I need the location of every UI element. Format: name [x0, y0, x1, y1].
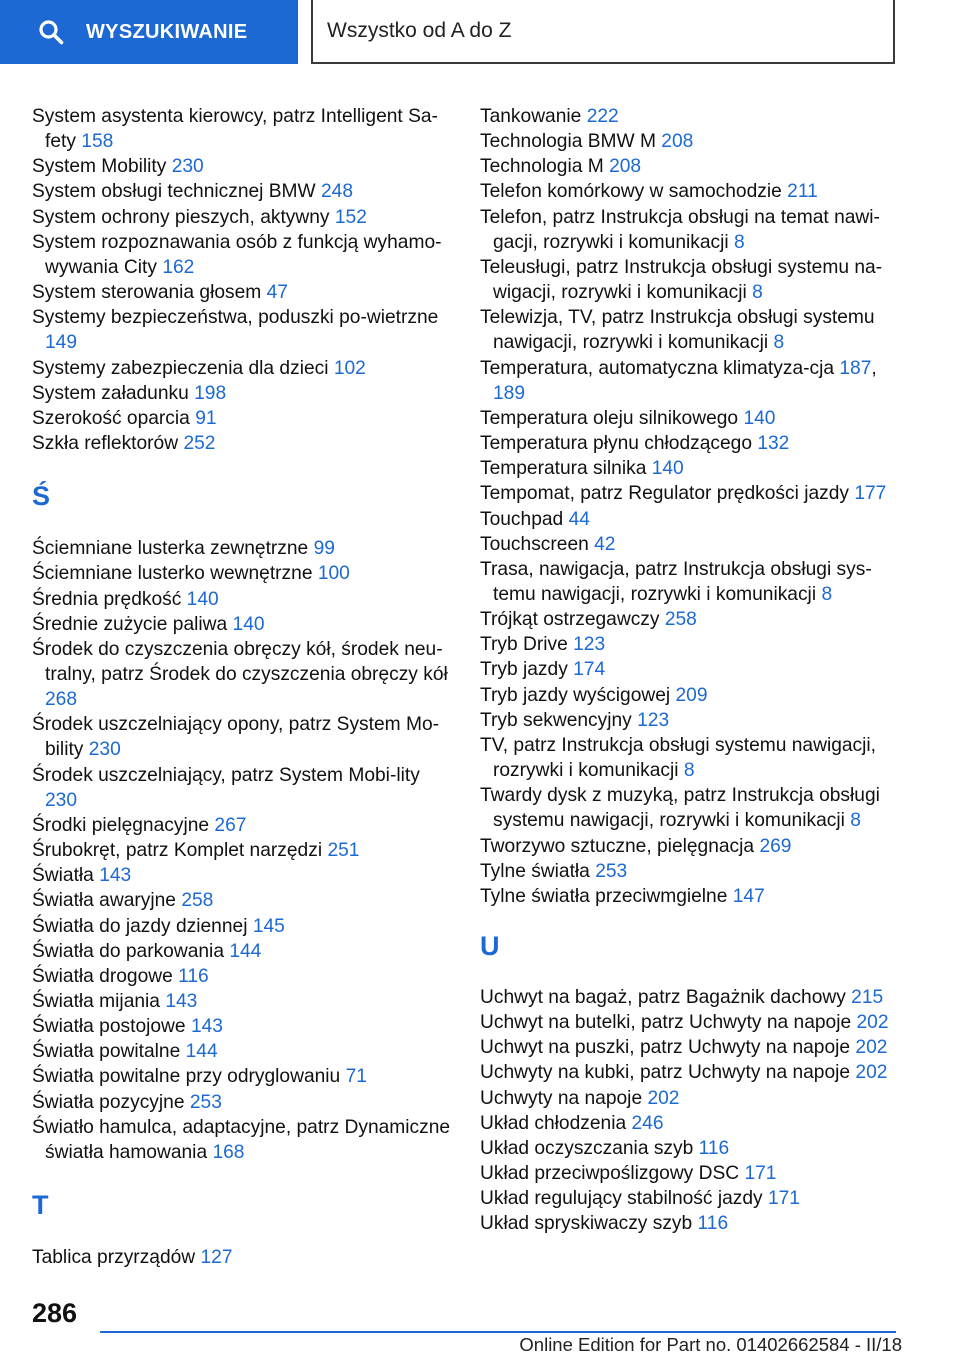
page-reference-link[interactable]: 123 [573, 634, 606, 656]
index-entry-text: Ściemniane lusterko wewnętrzne [32, 563, 313, 585]
page-reference-link[interactable]: 140 [651, 458, 684, 480]
page-reference-link[interactable]: 140 [743, 407, 776, 429]
index-entry-text: System obsługi technicznej BMW [32, 181, 316, 203]
index-entry-text: Światła do jazdy dziennej [32, 915, 248, 937]
page-reference-link[interactable]: 116 [698, 1137, 730, 1159]
index-entry [480, 305, 900, 355]
page-reference-link[interactable]: 208 [609, 156, 642, 178]
index-letter-heading: Ś [32, 481, 51, 512]
page-reference-link[interactable]: 8 [850, 810, 861, 832]
index-entry [32, 863, 452, 888]
index-entry-text: Średnia prędkość [32, 588, 182, 610]
page-reference-link[interactable]: 8 [752, 282, 763, 304]
index-entry [32, 914, 452, 939]
index-entry-text: Tryb sekwencyjny [480, 709, 632, 731]
index-entry-text: Światła powitalne [32, 1041, 181, 1063]
index-entry-text: Światła powitalne przy odryglowaniu [32, 1066, 341, 1088]
index-entry-text: Tempomat, patrz Regulator prędkości jazdy [480, 483, 849, 505]
index-entry [32, 637, 452, 712]
index-entry [480, 406, 900, 431]
index-entry [32, 561, 452, 586]
index-entry-text: Układ oczyszczania szyb [480, 1137, 694, 1159]
index-entry [480, 859, 900, 884]
index-entry [480, 607, 900, 632]
index-entry-text: System sterowania głosem [32, 282, 262, 304]
index-entry [32, 763, 452, 813]
index-entry-text: Układ chłodzenia [480, 1112, 627, 1134]
index-entry [480, 129, 900, 154]
page-reference-link[interactable]: 202 [855, 1062, 888, 1084]
index-entry [480, 657, 900, 682]
page-reference-link[interactable]: 198 [194, 382, 227, 404]
index-entry [480, 834, 900, 859]
index-entry-text: Uchwyty na kubki, patrz Uchwyty na napoje [480, 1062, 851, 1084]
index-entry [32, 612, 452, 637]
index-entry-text: Środek uszczelniający, patrz System Mobi-lity [32, 764, 420, 786]
index-entry [480, 179, 900, 204]
page-reference-link[interactable]: 215 [851, 987, 884, 1008]
index-entry-text: Tylne światła przeciwmgielne [480, 885, 728, 907]
index-entry [480, 884, 900, 909]
page-reference-link[interactable]: 202 [855, 1037, 888, 1059]
index-entry [32, 536, 452, 561]
index-entry-text: Touchpad [480, 508, 564, 530]
index-entry-text: Telewizja, TV, patrz Instrukcja obsługi systemu nawigacji, rozrywki i komunikacji [480, 307, 875, 354]
index-entry-text: Tryb Drive [480, 634, 568, 656]
index-entry [32, 1115, 452, 1165]
index-entry-text: Technologia BMW M [480, 131, 656, 153]
page-reference-link[interactable]: 268 [45, 689, 78, 711]
index-entry [32, 1090, 452, 1115]
index-entry [480, 557, 900, 607]
page-reference-link[interactable]: 99 [313, 538, 335, 560]
page-reference-link[interactable]: 187 [839, 357, 872, 379]
page-reference-link[interactable]: 251 [327, 840, 360, 862]
index-entry [480, 683, 900, 708]
index-entry [480, 481, 900, 506]
index-entry-text: Światła pozycyjne [32, 1091, 185, 1113]
index-entry-text: Tankowanie [480, 106, 582, 127]
index-entry-text: Temperatura silnika [480, 458, 647, 480]
page-reference-link[interactable]: 168 [212, 1141, 245, 1163]
page-reference-link[interactable]: 162 [162, 256, 195, 278]
index-entry-text: Trójkąt ostrzegawczy [480, 609, 660, 631]
page-reference-link[interactable]: 258 [181, 890, 214, 912]
search-button[interactable] [0, 0, 298, 64]
page-reference-link[interactable]: 230 [45, 789, 78, 811]
page-reference-link[interactable]: 116 [697, 1213, 729, 1235]
index-entry [480, 456, 900, 481]
index-entry [480, 632, 900, 657]
page-reference-link[interactable]: 253 [189, 1091, 222, 1113]
index-entry-text: Systemy bezpieczeństwa, poduszki po-wietrzne [32, 307, 439, 329]
page-reference-link[interactable]: 144 [229, 940, 262, 962]
index-letter-heading: T [32, 1190, 49, 1221]
index-entry [480, 104, 900, 129]
index-entry-text: Telefon, patrz Instrukcja obsługi na temat nawi-gacji, rozrywki i komunikacji [480, 206, 880, 253]
page-reference-link[interactable]: 230 [171, 156, 204, 178]
index-entry-text: Temperatura płynu chłodzącego [480, 433, 752, 455]
index-entry [480, 1086, 900, 1111]
index-entry-text: Śrubokręt, patrz Komplet narzędzi [32, 840, 323, 862]
index-entry-text: Układ spryskiwaczy szyb [480, 1213, 693, 1235]
index-entry-text: Światła awaryjne [32, 890, 176, 912]
index-entry [32, 888, 452, 913]
index-entry-text: Temperatura, automatyczna klimatyza-cja [480, 357, 835, 379]
page-reference-link[interactable]: 211 [787, 181, 818, 203]
search-button-label: WYSZUKIWANIE [86, 20, 248, 43]
page-reference-link[interactable]: 143 [190, 1016, 223, 1038]
page-reference-link[interactable]: 47 [266, 282, 288, 304]
index-entry [480, 1186, 900, 1211]
index-entry [32, 154, 452, 179]
page-number: 286 [32, 1298, 78, 1328]
index-entry-text: Szerokość oparcia [32, 407, 190, 429]
page-reference-link[interactable]: 71 [345, 1066, 367, 1088]
a-to-z-tab[interactable] [311, 0, 895, 64]
index-entry [32, 964, 452, 989]
index-entry-text: Układ przeciwpoślizgowy DSC [480, 1163, 740, 1185]
page-reference-link[interactable]: 202 [647, 1087, 680, 1109]
index-entry-text: Telefon komórkowy w samochodzie [480, 181, 782, 203]
page-reference-link[interactable]: 8 [821, 583, 833, 605]
page-reference-link[interactable]: 8 [733, 231, 745, 253]
index-entry [32, 104, 452, 154]
index-entry-text: Układ regulujący stabilność jazdy [480, 1188, 763, 1210]
index-entry [32, 1014, 452, 1039]
index-entry-text: System Mobility [32, 156, 167, 178]
page-reference-link[interactable]: 123 [637, 709, 670, 731]
index-entry [480, 532, 900, 557]
page-reference-link[interactable]: 230 [88, 739, 121, 761]
index-entry-text: Światła mijania [32, 991, 160, 1012]
index-entry-text: Tryb jazdy wyścigowej [480, 684, 671, 706]
index-entry-text: System rozpoznawania osób z funkcją wyhamo-wywania City [32, 231, 442, 278]
page-reference-link[interactable]: 222 [586, 106, 619, 127]
index-entry-text: Tworzywo sztuczne, pielęgnacja [480, 835, 755, 857]
page-reference-link[interactable]: 174 [573, 659, 606, 681]
page-reference-link[interactable]: 144 [185, 1041, 218, 1063]
page-reference-link[interactable]: 8 [683, 760, 695, 782]
index-entry-text: Twardy dysk z muzyką, patrz Instrukcja obsługi systemu nawigacji, rozrywki i komunikacji [480, 785, 880, 832]
index-entry-text: System ochrony pieszych, aktywny [32, 206, 330, 228]
index-entry [32, 838, 452, 863]
index-entry-text: Światła [32, 865, 94, 887]
index-entry-text: Światła drogowe [32, 965, 173, 987]
page-reference-link[interactable]: 145 [252, 915, 285, 937]
index-entry-text: System asystenta kierowcy, patrz Intelligent Sa-fety [32, 106, 438, 153]
index-entry [480, 1060, 900, 1085]
page-reference-link[interactable]: 127 [200, 1247, 233, 1269]
index-entry [32, 939, 452, 964]
a-to-z-tab-label: Wszystko od A do Z [327, 19, 512, 42]
index-entry [32, 230, 452, 280]
index-entry [480, 1136, 900, 1161]
index-entry [32, 179, 452, 204]
index-entry-text: Środek do czyszczenia obręczy kół, środek neu-tralny, patrz Środek do czyszczenia obręczy kół [32, 638, 448, 685]
page-reference-link[interactable]: 208 [661, 131, 694, 153]
page-reference-link[interactable]: 149 [45, 332, 78, 354]
page-reference-link[interactable]: 171 [767, 1188, 800, 1210]
page-reference-link[interactable]: 140 [232, 613, 265, 635]
index-entry [480, 1010, 900, 1035]
index-entry-text: Tylne światła [480, 860, 590, 882]
page-reference-link[interactable]: 246 [631, 1112, 664, 1134]
page-reference-link[interactable]: 140 [186, 588, 219, 610]
page-reference-link[interactable]: 252 [183, 433, 216, 455]
footer-divider [100, 1331, 896, 1333]
index-entry [32, 205, 452, 230]
index-entry [32, 813, 452, 838]
page-reference-link[interactable]: 132 [757, 433, 790, 455]
index-entry [480, 783, 900, 833]
index-entry [480, 431, 900, 456]
index-entry-text: Systemy zabezpieczenia dla dzieci [32, 357, 329, 379]
page-reference-link[interactable]: 258 [664, 609, 697, 631]
index-entry [480, 205, 900, 255]
page-reference-link[interactable]: 116 [178, 965, 209, 987]
index-entry [480, 733, 900, 783]
index-entry-text: Szkła reflektorów [32, 433, 179, 455]
index-entry-text: Środki pielęgnacyjne [32, 814, 210, 836]
index-column-left [32, 104, 452, 1270]
page-reference-link[interactable]: 202 [856, 1012, 889, 1034]
page-reference-link[interactable]: 253 [595, 860, 628, 882]
index-entry-text: Uchwyt na bagaż, patrz Bagażnik dachowy [480, 987, 846, 1008]
page-reference-link[interactable]: 171 [744, 1163, 777, 1185]
index-entry-text: Światło hamulca, adaptacyjne, patrz Dynamiczne światła hamowania [32, 1116, 451, 1163]
page-reference-link[interactable]: 44 [568, 508, 590, 530]
index-entry [32, 431, 452, 456]
index-entry-text: Technologia M [480, 156, 604, 178]
index-entry-text: Trasa, nawigacja, patrz Instrukcja obsługi sys-temu nawigacji, rozrywki i komunikacji [480, 558, 872, 605]
page-reference-link[interactable]: 8 [773, 332, 785, 354]
index-entry [480, 1111, 900, 1136]
page-reference-link[interactable]: 143 [165, 991, 198, 1012]
index-entry [32, 989, 452, 1014]
index-entry-text: Touchscreen [480, 533, 589, 555]
index-entry [32, 280, 452, 305]
index-entry-text: Teleusługi, patrz Instrukcja obsługi systemu na-wigacji, rozrywki i komunikacji [480, 256, 883, 304]
index-entry-text: Środek uszczelniający opony, patrz System Mo-bility [32, 714, 440, 761]
index-entry-text: Uchwyt na puszki, patrz Uchwyty na napoje [480, 1037, 851, 1059]
index-entry: Temperatura, automatyczna klimatyza-cja 187, 189 [480, 357, 877, 404]
page-reference-link[interactable]: 248 [321, 181, 354, 203]
index-letter-heading: U [480, 931, 500, 961]
index-entry-text: Uchwyt na butelki, patrz Uchwyty na napoje [480, 1012, 852, 1034]
page-reference-link[interactable]: 177 [854, 483, 887, 505]
index-entry [32, 587, 452, 612]
index-entry [480, 708, 900, 733]
top-navigation [0, 0, 960, 66]
index-entry [32, 356, 452, 381]
index-entry [480, 154, 900, 179]
index-entry [480, 1211, 900, 1236]
page-reference-link[interactable]: 143 [99, 865, 132, 887]
page-reference-link[interactable]: 189 [493, 382, 526, 404]
footer-edition-text: Online Edition for Part no. 01402662584 - II/18 [519, 1334, 902, 1355]
page-reference-link[interactable]: 42 [594, 533, 616, 555]
page-reference-link[interactable]: 147 [732, 885, 765, 907]
index-entry-text: Ściemniane lusterka zewnętrzne [32, 538, 309, 560]
page-reference-link[interactable]: 102 [333, 357, 366, 379]
page-reference-link[interactable]: 209 [675, 684, 708, 706]
index-entry [32, 305, 452, 355]
page-reference-link[interactable]: 269 [759, 835, 792, 857]
index-entry-text: TV, patrz Instrukcja obsługi systemu nawigacji, rozrywki i komunikacji [480, 734, 877, 782]
page-reference-link[interactable]: 91 [195, 407, 217, 429]
index-entry-text: Światła do parkowania [32, 940, 224, 962]
index-entry [480, 1035, 900, 1060]
index-entry-text: Tryb jazdy [480, 659, 568, 681]
index-entry [480, 255, 900, 305]
index-entry [32, 1064, 452, 1089]
index-entry [480, 985, 900, 1010]
search-icon [38, 19, 64, 45]
index-entry-text: Tablica przyrządów [32, 1247, 196, 1269]
index-entry [32, 1039, 452, 1064]
index-entry [480, 1161, 900, 1186]
page-reference-link[interactable]: 152 [334, 206, 367, 228]
index-entry [32, 406, 452, 431]
page-reference-link[interactable]: 158 [81, 131, 114, 153]
index-entry-text: System załadunku [32, 382, 189, 404]
index-column-right [480, 104, 900, 1237]
index-entry-text: Uchwyty na napoje [480, 1087, 643, 1109]
page-reference-link[interactable]: 267 [214, 814, 247, 836]
index-entry [32, 1245, 452, 1270]
page-reference-link[interactable]: 100 [317, 563, 350, 585]
index-entry [32, 712, 452, 762]
index-entry [480, 507, 900, 532]
index-entry-text: Światła postojowe [32, 1016, 186, 1038]
index-entry-text: Średnie zużycie paliwa [32, 613, 228, 635]
index-entry-text: Temperatura oleju silnikowego [480, 407, 739, 429]
index-entry [32, 381, 452, 406]
